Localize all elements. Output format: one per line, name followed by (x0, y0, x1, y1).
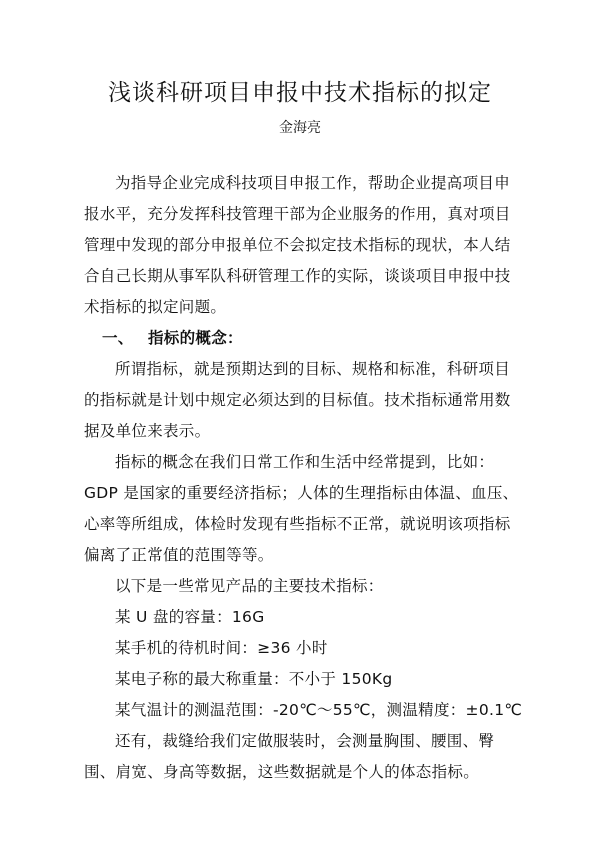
section-label: 指标的概念： (148, 329, 243, 347)
list-item: 某 U 盘的容量：16G (115, 608, 265, 626)
section-number: 一、 (102, 329, 134, 347)
document-title: 浅谈科研项目申报中技术指标的拟定 (108, 80, 492, 106)
document-author: 金海亮 (279, 120, 321, 136)
list-item: 某气温计的测温范围：-20℃～55℃，测温精度：±0.1℃ (115, 701, 523, 719)
list-intro: 以下是一些常见产品的主要技术指标： (115, 577, 384, 595)
closing-paragraph: 还有，裁缝给我们定做服装时，会测量胸围、腰围、臀围、肩宽、身高等数据，这些数据就是个人的体态指标。 (84, 732, 495, 781)
section-heading (84, 323, 524, 354)
document-body (84, 168, 524, 788)
intro-paragraph: 为指导企业完成科技项目申报工作，帮助企业提高项目申报水平，充分发挥科技管理干部为企业服务的作用，真对项目管理中发现的部分申报单位不会拟定技术指标的现状，本人结合自己长期从事军队科研管理工作的实际，谈谈项目申报中技术指标的拟定问题。 (84, 174, 511, 316)
examples-paragraph: 指标的概念在我们日常工作和生活中经常提到，比如：GDP 是国家的重要经济指标；人体的生理指标由体温、血压、心率等所组成，体检时发现有些指标不正常，就说明该项指标偏离了正常值的范围等等。 (84, 453, 519, 564)
list-item: 某手机的待机时间：≥36 小时 (115, 639, 328, 657)
list-item: 某电子称的最大称重量：不小于 150Kg (115, 670, 393, 688)
definition-paragraph: 所谓指标，就是预期达到的目标、规格和标准，科研项目的指标就是计划中规定必须达到的目标值。技术指标通常用数据及单位来表示。 (84, 360, 511, 440)
